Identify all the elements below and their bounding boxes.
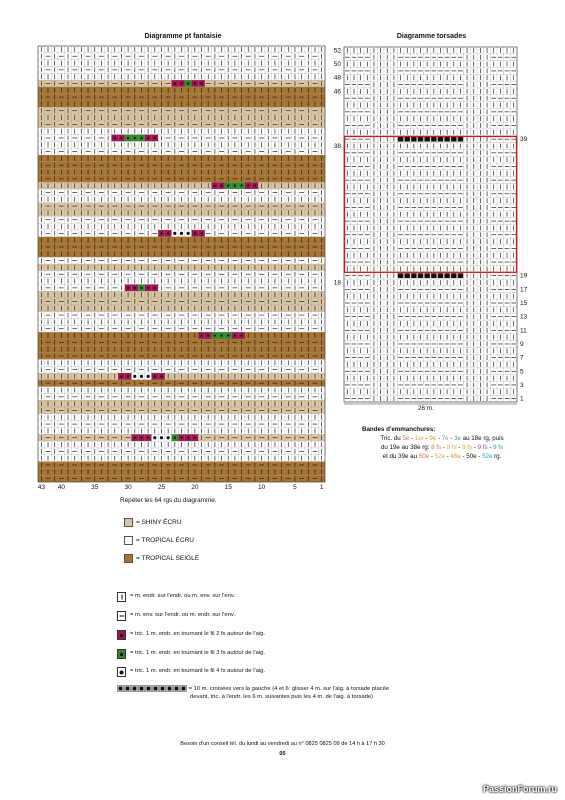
cable-stitch [404,273,409,278]
wrap-dot [133,375,136,378]
armhole-line-3: et du 39e au 50e - 52e - 46e - 50e - 52e rg. [382,453,502,460]
swatch-shiny-ecru [124,518,133,527]
symbol-green-wrap: = tric. 1 m. endr. en tournant le fil 3 fs autour de l'aig. [117,649,265,659]
wrap-dot [227,185,229,187]
cable-stitch [438,137,443,142]
cable-chart [344,47,517,404]
wrap-dot [227,334,229,336]
swatch-tropical-ecru [124,536,133,545]
armhole-line-2: du 19e au 38e rg: 8 fs - 8 fs - 9 fs - 9 fs - 9 fs [380,444,504,451]
cable-stitch [424,273,429,278]
wrap-dot [134,137,136,139]
cable-symbol-icon [117,685,187,692]
wrap-dot [154,287,156,289]
wrap-dot [187,437,189,439]
cable-stitch [458,137,463,142]
legend-tropical-seigle: = TROPICAL SEIGLE [124,554,199,563]
wrap-dot [154,137,156,139]
symbol-cable: = 10 m. croisées vers la gauche (4 et 6: glisser 4 m. sur l'aig. à torsade placée devant, tric. à l'endr. les 6 m. suivantes puis les 4 m. de l'aig. à torsade) [117,685,389,701]
wrap-dot [234,185,236,187]
wrap-dot [180,82,182,84]
legend-tropical-ecru: = TROPICAL ÉCRU [124,536,194,545]
wrap-dot [167,232,169,234]
legend-shiny-ecru: = SHINY ÉCRU [124,518,182,527]
y-tick-right: 5 [520,368,524,376]
wrap-dot [140,137,142,139]
wrap-dot [214,185,216,187]
watermark: PassionForum.ru [482,784,557,794]
wrap-dot [187,82,189,84]
cable-stitch [431,137,436,142]
y-tick-left: 46 [333,88,341,96]
wrap-dot [120,137,122,139]
x-tick-label: 43 [37,484,45,491]
wrap-dot [140,437,142,439]
repeat-note: Répéter les 64 rgs du diagramme. [120,497,217,504]
cable-stitch [404,137,409,142]
cable-stitch [411,273,416,278]
wrap-dot [114,137,116,139]
cable-stitch [458,273,463,278]
wrap-dot [147,375,150,378]
y-tick-right: 17 [520,286,528,294]
y-tick-left: 48 [333,74,341,82]
x-tick-label: 5 [293,484,297,491]
wrap-dot [200,82,202,84]
y-tick-right: 19 [520,272,528,280]
armhole-instructions [362,425,522,461]
wrap-dot [173,232,176,235]
symbol-knit: = m. endr. sur l'endr. ou m. env. sur l'env. [117,592,235,602]
wrap-dot [180,437,182,439]
cable-stitch [431,273,436,278]
wrap-dot [134,287,136,289]
y-tick-left: 18 [333,279,341,287]
wrap-dot [120,375,122,377]
cable-stitch [451,273,456,278]
y-tick-left: 50 [333,61,341,69]
cable-stitch [398,137,403,142]
wrap-dot [247,185,249,187]
wrap-dot [220,334,222,336]
x-tick-label: 35 [91,484,99,491]
magenta-wrap-icon [117,630,126,640]
green-wrap-icon [117,649,126,659]
wrap-dot [154,375,156,377]
cable-stitch [451,137,456,142]
wrap-dot [240,185,242,187]
left-x-ticks [38,484,324,491]
wrap-dot [140,287,142,289]
black-wrap-icon [117,667,126,677]
wrap-dot [187,232,190,235]
cable-stitch [438,273,443,278]
page-number: 05 [279,751,286,757]
symbol-purl: = m. env. sur l'endr. ou m. endr. sur l'env. [117,611,235,621]
wrap-dot [140,375,143,378]
x-tick-label: 10 [257,484,266,491]
symbol-black-wrap: = tric. 1 m. endr. en tournant le fil 4 fs autour de l'aig. [117,667,265,677]
y-tick-right: 39 [520,136,528,144]
armhole-heading: Bandes d'emmanchures: [362,426,436,433]
cable-stitch [411,137,416,142]
width-label: 26 m. [418,405,434,412]
wrap-dot [214,334,216,336]
wrap-dot [174,82,176,84]
wrap-dot [200,334,202,336]
wrap-dot [240,334,242,336]
x-tick-label: 15 [224,484,232,491]
wrap-dot [127,375,129,377]
right-diagram-title: Diagramme torsades [396,33,467,40]
wrap-dot [134,437,136,439]
wrap-dot [160,232,162,234]
fancy-stitch-chart [38,46,325,482]
purl-symbol-icon [117,611,126,621]
y-tick-left: 38 [333,142,341,150]
swatch-tropical-seigle [124,554,133,563]
wrap-dot [194,232,196,234]
wrap-dot [220,185,222,187]
wrap-dot [160,436,163,439]
footer-contact: Besoin d'un conseil tél. du lundi au vendredi au n° 0825 0825 09 de 14 h à 17 h 30 [180,741,385,747]
wrap-dot [147,437,149,439]
wrap-dot [174,437,176,439]
wrap-dot [180,232,183,235]
y-tick-right: 1 [520,395,524,403]
y-tick-right: 7 [520,354,524,362]
y-tick-right: 11 [520,327,527,335]
left-diagram-title: Diagramme pt fantaisie [144,33,222,40]
cable-stitch [424,137,429,142]
cable-stitch [418,137,423,142]
wrap-dot [194,82,196,84]
cable-stitch [444,137,449,142]
y-tick-left: 52 [333,47,341,55]
x-tick-label: 40 [57,484,65,491]
x-tick-label: 20 [191,484,199,491]
x-tick-label: 25 [157,484,166,491]
symbol-magenta-wrap: = tric. 1 m. endr. en tournant le fil 2 fs autour de l'aig. [117,630,265,640]
wrap-dot [160,375,162,377]
cable-stitch [444,273,449,278]
wrap-dot [147,287,149,289]
knit-symbol-icon [117,592,126,602]
wrap-dot [153,436,156,439]
y-tick-right: 13 [520,313,528,321]
y-tick-right: 15 [520,300,528,308]
wrap-dot [200,232,202,234]
wrap-dot [147,137,149,139]
wrap-dot [234,334,236,336]
wrap-dot [127,287,129,289]
armhole-line-1: Tric. du 5e - 1er - 9e - 7e - 3e au 18e rg, puis [380,435,504,442]
cable-stitch [398,273,403,278]
y-tick-right: 9 [520,340,524,348]
x-tick-label: 1 [319,484,324,491]
y-tick-right: 3 [520,381,524,389]
cable-stitch [418,273,423,278]
x-tick-label: 30 [124,484,132,491]
wrap-dot [167,436,170,439]
wrap-dot [194,437,196,439]
wrap-dot [127,137,129,139]
wrap-dot [254,185,256,187]
wrap-dot [207,334,209,336]
